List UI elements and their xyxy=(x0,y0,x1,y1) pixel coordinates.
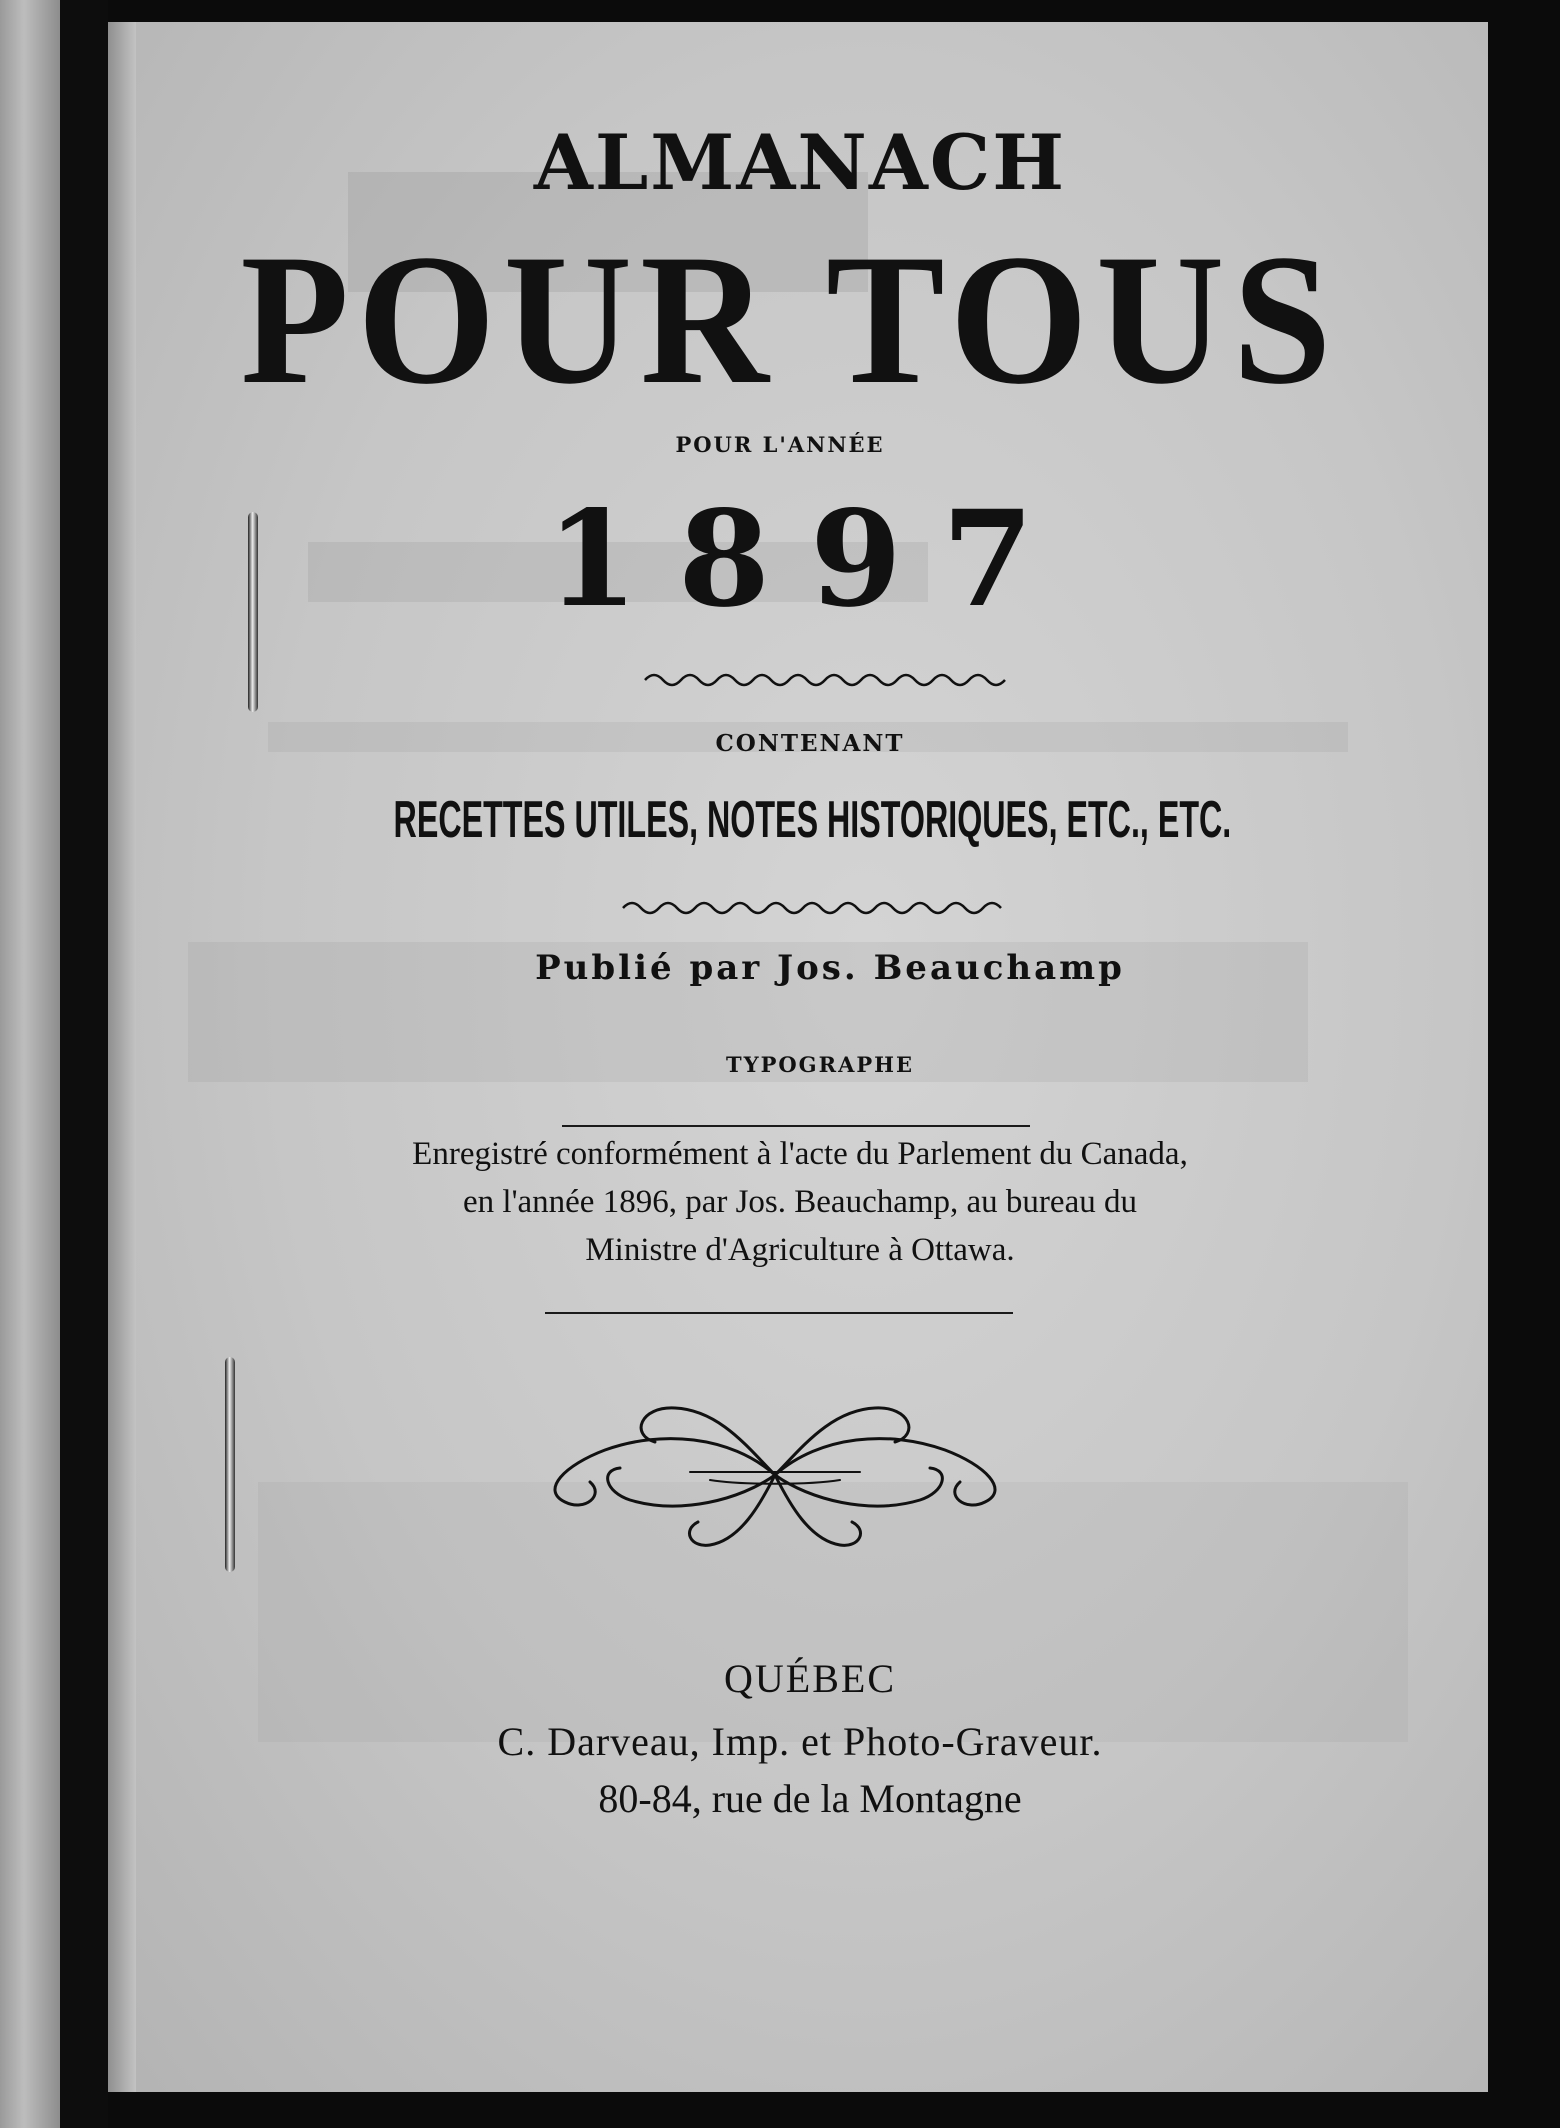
registration-line-3: Ministre d'Agriculture à Ottawa. xyxy=(585,1232,1015,1268)
wavy-rule-middle xyxy=(618,896,1008,920)
contents-description: RECETTES UTILES, NOTES HISTORIQUES, ETC., ETC. xyxy=(393,791,1232,849)
imprint-city: QUÉBEC xyxy=(724,1656,896,1701)
registration-line-1: Enregistré conformément à l'acte du Parlement du Canada, xyxy=(412,1136,1188,1172)
flourish-ornament xyxy=(510,1390,1040,1560)
rule-below-registration xyxy=(545,1312,1013,1314)
imprint-printer: C. Darveau, Imp. et Photo-Graveur. xyxy=(497,1719,1103,1764)
title-almanach: ALMANACH xyxy=(533,118,1067,207)
rule-above-registration xyxy=(562,1125,1030,1127)
registration-line-2: en l'année 1896, par Jos. Beauchamp, au bureau du xyxy=(463,1184,1137,1220)
year-label: POUR L'ANNÉE xyxy=(675,432,885,457)
registration-notice xyxy=(0,1130,1560,1274)
publisher-title: TYPOGRAPHE xyxy=(725,1052,915,1077)
staple-bottom xyxy=(225,1357,235,1572)
wavy-rule-top xyxy=(640,668,1010,692)
imprint-address: 80-84, rue de la Montagne xyxy=(598,1776,1022,1821)
contents-label: CONTENANT xyxy=(715,730,905,757)
title-pour-tous: POUR TOUS xyxy=(240,215,1340,423)
year: 1897 xyxy=(546,482,1074,637)
publisher-line: Publié par Jos. Beauchamp xyxy=(535,948,1125,988)
